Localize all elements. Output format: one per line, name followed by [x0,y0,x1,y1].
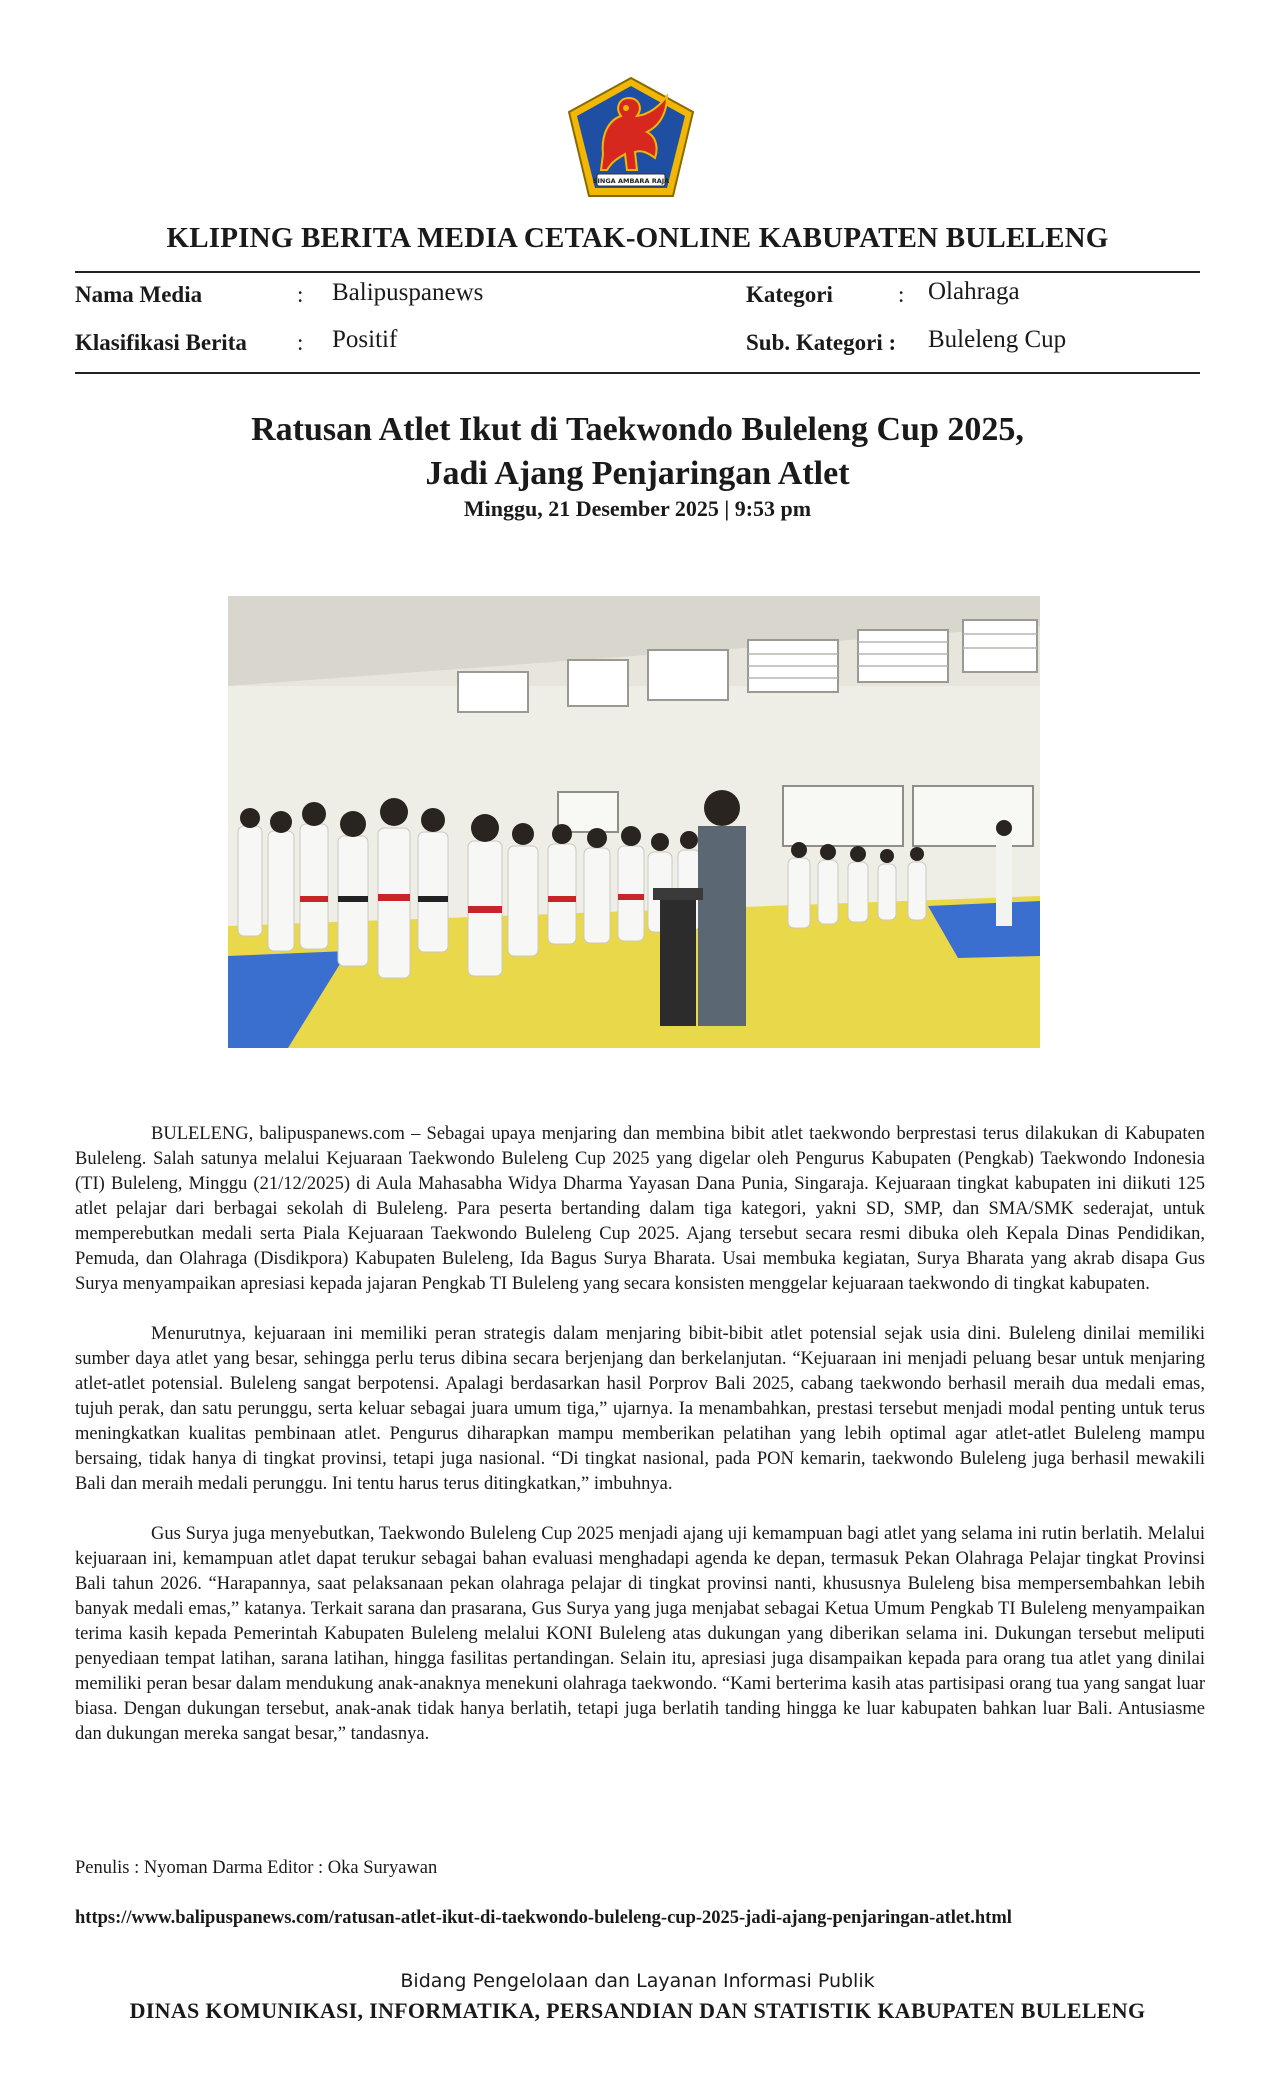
bottom-rule [75,372,1200,374]
kategori-label: Kategori [746,282,833,307]
buleleng-crest-logo [563,74,699,200]
sub-kategori-label: Sub. Kategori : [746,330,897,355]
article-paragraph-2: Menurutnya, kejuaraan ini memiliki peran strategis dalam menjaring bibit-bibit atlet potensial sejak usia dini. Buleleng dinilai memiliki sumber daya atlet yang besar, sehingga perlu terus dibina secara berjenjang dan berkelanjutan. “Kejuaraan ini menjadi peluang besar untuk menjaring atlet-atlet potensial. Buleleng sangat berpotensi. Apalagi berdasarkan hasil Porprov Bali 2025, cabang taekwondo berhasil meraih dua medali emas, tujuh perak, dan satu perunggu, serta keluar sebagai juara umum tiga,” ujarnya. Ia menambahkan, prestasi tersebut menjadi modal penting untuk terus meningkatkan kualitas pembinaan atlet. Pengurus diharapkan mampu memberikan pelatihan yang lebih optimal agar atlet-atlet Buleleng mampu bersaing, tidak hanya di tingkat provinsi, tetapi juga nasional. “Di tingkat nasional, pada PON kemarin, taekwondo Buleleng juga berhasil mewakili Bali dan meraih medali perunggu. Ini tentu harus terus ditingkatkan,” imbuhnya. [75,1324,1205,1494]
sub-kategori-value: Buleleng Cup [928,326,1067,353]
klasifikasi-value: Positif [332,326,398,353]
article-paragraph-3: Gus Surya juga menyebutkan, Taekwondo Buleleng Cup 2025 menjadi ajang uji kemampuan bagi atlet yang selama ini rutin berlatih. Melalui kejuaraan ini, kemampuan atlet dapat terukur sebagai bahan evaluasi menghadapi agenda ke depan, termasuk Pekan Olahraga Pelajar tingkat Provinsi Bali tahun 2026. “Harapannya, saat pelaksanaan pekan olahraga pelajar di tingkat provinsi nanti, khususnya Buleleng bisa mempersembahkan lebih banyak medali emas,” katanya. Terkait sarana dan prasarana, Gus Surya yang juga menjabat sebagai Ketua Umum Pengkab TI Buleleng menyampaikan terima kasih kepada Pemerintah Kabupaten Buleleng melalui KONI Buleleng atas dukungan yang diberikan selama ini. Dukungan tersebut meliputi penyediaan tempat latihan, sarana latihan, hingga fasilitas pertandingan. Selain itu, apresiasi juga disampaikan kepada para orang tua atlet yang dinilai memiliki peran besar dalam mendukung anak-anaknya menekuni olahraga taekwondo. “Kami berterima kasih atas partisipasi orang tua yang sangat luar biasa. Dengan dukungan tersebut, anak-anak tidak hanya berlatih, tetapi juga berlatih tanding hingga ke luar kabupaten bahkan luar Bali. Antusiasme dan dukungan mereka sangat besar,” tandasnya. [75,1524,1205,1744]
article-photo [228,596,1040,1048]
footer-agency: DINAS KOMUNIKASI, INFORMATIKA, PERSANDIAN DAN STATISTIK KABUPATEN BULELENG [129,1998,1146,2023]
article-paragraph-1: BULELENG, balipuspanews.com – Sebagai upaya menjaring dan membina bibit atlet taekwondo berprestasi terus dilakukan di Kabupaten Buleleng. Salah satunya melalui Kejuaraan Taekwondo Buleleng Cup 2025 yang digelar oleh Pengurus Kabupaten (Pengkab) Taekwondo Indonesia (TI) Buleleng, Minggu (21/12/2025) di Aula Mahasabha Widya Dharma Yayasan Dana Punia, Singaraja. Kejuaraan tingkat kabupaten ini diikuti 125 atlet pelajar dari berbagai sekolah di Buleleng. Para peserta bertanding dalam tiga kategori, yakni SD, SMP, dan SMA/SMK sederajat, untuk memperebutkan medali serta Piala Kejuaraan Taekwondo Buleleng Cup 2025. Ajang tersebut secara resmi dibuka oleh Kepala Dinas Pendidikan, Pemuda, dan Olahraga (Disdikpora) Kabupaten Buleleng, Ida Bagus Surya Bharata. Usai membuka kegiatan, Surya Bharata yang akrab disapa Gus Surya menyampaikan apresiasi kepada jajaran Pengkab TI Buleleng yang secara konsisten menggelar kejuaraan taekwondo di tingkat kabupaten. [75,1124,1205,1294]
klasifikasi-colon: : [297,330,304,355]
author-credits: Penulis : Nyoman Darma Editor : Oka Suryawan [75,1858,438,1878]
article-body [75,1122,1205,1772]
media-value: Balipuspanews [332,279,484,306]
top-rule [75,271,1200,273]
publish-date: Minggu, 21 Desember 2025 | 9:53 pm [463,496,812,521]
source-url[interactable]: https://www.balipuspanews.com/ratusan-atlet-ikut-di-taekwondo-buleleng-cup-2025-jadi-ajang-penjaringan-atlet.html [75,1908,1012,1928]
footer-department: Bidang Pengelolaan dan Layanan Informasi Publik [400,1970,875,1992]
media-colon: : [297,282,304,307]
media-label: Nama Media [75,282,203,307]
document-title: KLIPING BERITA MEDIA CETAK-ONLINE KABUPATEN BULELENG [166,222,1109,254]
kategori-colon: : [898,282,905,307]
headline-line-2: Jadi Ajang Penjaringan Atlet [425,455,850,492]
kategori-value: Olahraga [928,278,1020,305]
klasifikasi-label: Klasifikasi Berita [75,330,247,355]
headline-line-1: Ratusan Atlet Ikut di Taekwondo Buleleng Cup 2025, [251,411,1024,448]
logo-motto: SINGA AMBARA RAJA [592,177,670,185]
